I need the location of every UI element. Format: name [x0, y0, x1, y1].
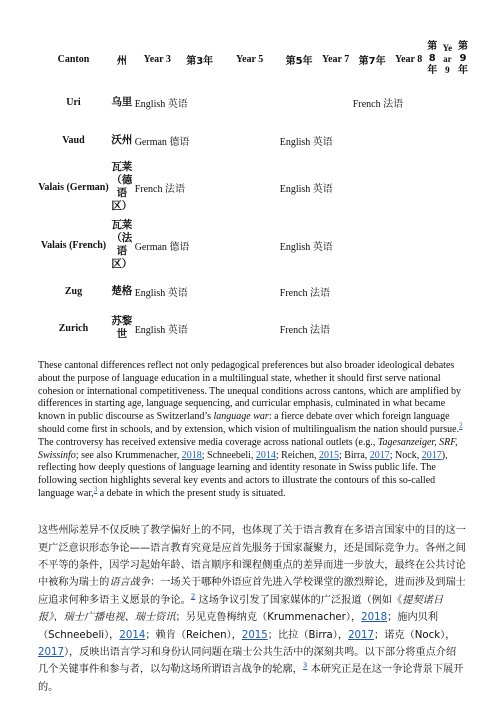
- language-schedule-table: [38, 36, 470, 348]
- year3-cell: English 英语: [134, 98, 188, 110]
- header-year7: Year 7: [321, 53, 350, 65]
- header-year8-cn: 第8年: [427, 41, 438, 76]
- canton-cn-cell: 瓦莱（德语区）: [111, 161, 133, 212]
- year7-cell: French 法语: [352, 98, 404, 110]
- media-outlets: 提契诺日报》、瑞士广播电视、瑞士资讯: [38, 594, 444, 624]
- year7-cell: [391, 216, 470, 274]
- year5-cell: English 英语: [279, 241, 333, 253]
- citation-link[interactable]: 2014: [119, 629, 146, 641]
- header-canton-cn: 州: [116, 55, 127, 67]
- year7-cell: [391, 308, 470, 348]
- citation-link[interactable]: 2017: [369, 449, 390, 461]
- year3-cell: German 德语: [134, 136, 190, 148]
- citation-link[interactable]: 2017: [348, 629, 375, 641]
- table-header-row: [38, 36, 470, 82]
- table-row: [38, 158, 470, 216]
- canton-cn-cell: 苏黎世: [111, 315, 133, 340]
- header-year8: Year 8: [395, 53, 423, 65]
- canton-cn-cell: 乌里: [111, 95, 133, 108]
- header-year7-cn: 第7年: [358, 55, 386, 67]
- footnote-link[interactable]: 3: [302, 662, 308, 671]
- citation-link[interactable]: 2015: [241, 629, 268, 641]
- year3-cell: French 法语: [134, 183, 185, 195]
- year7-cell: [391, 274, 470, 308]
- english-paragraph: These cantonal differences reflect not only pedagogical preferences but also broader ideological debates about the purpose of language education in a multilingual state, whether it should first serve national cohesion or international competitiveness. The unequal conditions across cantons, which are amplified by differences in starting age, language sequencing, and curricular emphasis, culminated in what became known in public discourse as Switzerland’s language war: a fierce debate over which foreign language should come first in schools, and by extension, which vision of multilingualism the nation should pursue.$^2$ The controversy has received extensive media coverage across national outlets (e.g., Tagesanzeiger, SRF, Swissinfo; see also Krummenacher, 2018; Schneebeli, 2014; Reichen, 2015; Birra, 2017; Nock, 2017), reflecting how deeply questions of language learning and identity resonate in Swiss public life. The following section highlights several key events and actors to illustrate the contours of this so-called language war,$^3$ a debate in which the present study is situated.: [38, 360, 463, 499]
- citation-link[interactable]: 2018: [361, 612, 388, 624]
- year5-cell: French 法语: [279, 287, 331, 299]
- header-year5: Year 5: [236, 53, 264, 65]
- header-year3-cn: 第3年: [186, 55, 214, 67]
- canton-cell: Zug: [64, 285, 83, 297]
- canton-cell: Valais (French): [40, 239, 107, 251]
- canton-cell: Uri: [66, 96, 81, 108]
- media-outlets: Tagesanzeiger, SRF, Swissinfo: [38, 436, 458, 461]
- year5-cell: English 英语: [279, 136, 333, 148]
- header-year9-cn: 第9年: [457, 41, 468, 76]
- chinese-paragraph: 这些州际差异不仅反映了教学偏好上的不同，也体现了关于语言教育在多语言国家中的目的这一更广泛意识形态争论——语言教育究竟是应首先服务于国家凝聚力，还是国际竞争力。各州之间不平等的条件，因学习起始年龄、语言顺序和课程侧重点的差异而进一步放大，最终在公共讨论中被称为瑞士的语言战争：一场关于哪种外语应首先进入学校课堂的激烈辩论，进而涉及到瑞士应追求何种多语主义愿景的争论。$^2$ 这场争议引发了国家媒体的广泛报道（例如《提契诺日报》、瑞士广播电视、瑞士资讯；另见克鲁梅纳克（Krummenacher），2018；施内贝利（Schneebeli），2014；赖肯（Reichen），2015；比拉（Birra），2017；诺克（Nock），2017），反映出语言学习和身份认同问题在瑞士公共生活中的深刻共鸣。以下部分将重点介绍几个关键事件和参与者，以勾勒这场所谓语言战争的轮廓，$^3$ 本研究正是在这一争论背景下展开的。: [38, 525, 466, 693]
- footnote-link[interactable]: 3: [93, 485, 98, 494]
- year3-cell: German 德语: [134, 241, 190, 253]
- table-row: [38, 122, 470, 158]
- header-year5-cn: 第5年: [285, 55, 313, 67]
- footnote-link[interactable]: 2: [190, 592, 196, 601]
- citation-link[interactable]: 2015: [318, 449, 339, 461]
- table-row: [38, 216, 470, 274]
- canton-cell: Valais (German): [38, 181, 109, 193]
- citation-link[interactable]: 2017: [38, 647, 64, 659]
- year5-cell: French 法语: [279, 324, 331, 336]
- header-year9: Year 9: [442, 42, 453, 75]
- year7-cell: [391, 122, 470, 158]
- table-row: [38, 308, 470, 348]
- citation-link[interactable]: 2014: [255, 449, 276, 461]
- year3-cell: English 英语: [134, 324, 188, 336]
- citation-link[interactable]: 2018: [181, 449, 202, 461]
- canton-cell: Zurich: [58, 322, 89, 334]
- table-row: [38, 274, 470, 308]
- language-war-term: language war: [213, 411, 269, 423]
- year3-cell: English 英语: [134, 287, 188, 299]
- year5-cell: [280, 82, 353, 122]
- header-year3: Year 3: [143, 53, 171, 65]
- header-canton: Canton: [57, 53, 90, 65]
- canton-cn-cell: 瓦莱（法语区）: [111, 219, 133, 270]
- table-row: [38, 82, 470, 122]
- canton-cell: Vaud: [62, 134, 85, 146]
- year7-cell: [391, 158, 470, 216]
- language-war-term: 语言战争: [109, 577, 151, 589]
- canton-cn-cell: 楚格: [111, 284, 133, 297]
- footnote-link[interactable]: 2: [459, 421, 463, 430]
- canton-cn-cell: 沃州: [111, 133, 133, 146]
- year5-cell: English 英语: [279, 183, 333, 195]
- citation-link[interactable]: 2017: [421, 449, 442, 461]
